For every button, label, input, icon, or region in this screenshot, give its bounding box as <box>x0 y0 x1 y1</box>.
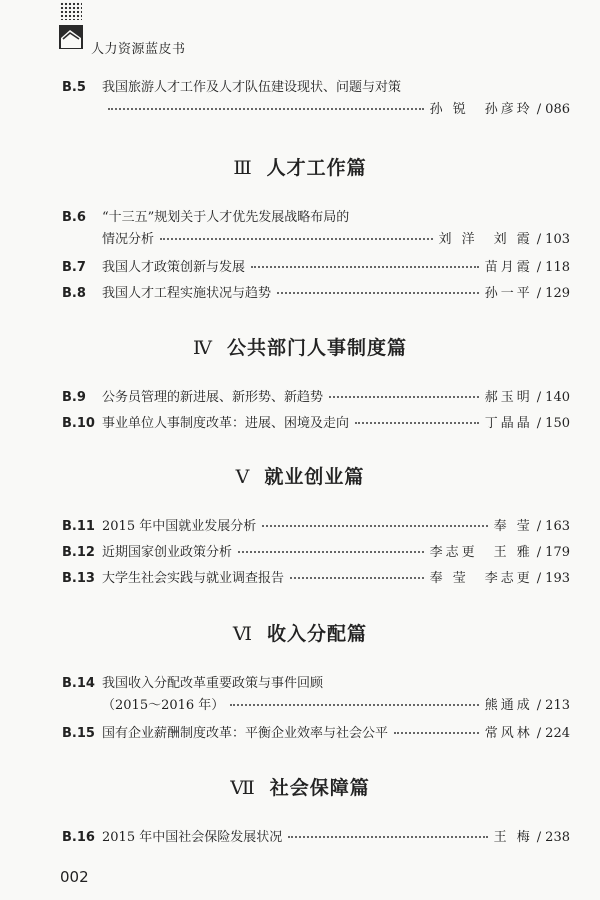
entry-code: B.14 <box>62 676 95 691</box>
entry-title: 我国人才政策创新与发展 <box>102 260 246 275</box>
dot-leader <box>277 292 479 294</box>
entry-authors: 王 梅 <box>493 830 533 845</box>
entry-title: 我国收入分配改革重要政策与事件回顾 <box>102 676 324 691</box>
section-heading <box>0 462 600 489</box>
dot-leader <box>288 836 487 838</box>
section-number: Ⅵ <box>232 623 254 645</box>
entry-title: 大学生社会实践与就业调查报告 <box>102 571 285 586</box>
section-number: Ⅳ <box>193 337 213 359</box>
section-title: 收入分配篇 <box>267 623 368 645</box>
dot-leader <box>329 396 479 398</box>
toc-entry[interactable]: B.15 国有企业薪酬制度改革：平衡企业效率与社会公平 常风林 / 224 <box>62 722 570 744</box>
entry-authors: 常风林 <box>484 726 533 741</box>
dot-leader <box>394 732 479 734</box>
entry-code: B.8 <box>62 286 86 301</box>
entry-authors: 孙一平 <box>484 286 533 301</box>
dot-leader <box>290 577 424 579</box>
entry-page: 163 <box>545 519 570 534</box>
entry-code: B.5 <box>62 80 86 95</box>
entry-title: 事业单位人事制度改革：进展、困境及走向 <box>102 416 350 431</box>
toc-entry[interactable]: B.11 2015 年中国就业发展分析 奉 莹 / 163 <box>62 515 570 537</box>
entry-authors: 刘 洋 刘 霞 <box>438 232 533 247</box>
dot-grid-icon <box>60 2 82 20</box>
entry-code: B.12 <box>62 545 95 560</box>
dot-leader <box>108 108 424 110</box>
entry-code: B.16 <box>62 830 95 845</box>
entry-code: B.11 <box>62 519 95 534</box>
entry-authors: 李志更 王 雅 <box>429 545 533 560</box>
section-title: 公共部门人事制度篇 <box>226 337 407 359</box>
toc-entry[interactable]: B.13 大学生社会实践与就业调查报告 奉 莹 李志更 / 193 <box>62 567 570 589</box>
entry-page: 224 <box>545 726 570 741</box>
entry-page: 129 <box>545 286 570 301</box>
section-heading <box>0 773 600 800</box>
toc-entry[interactable]: B.9 公务员管理的新进展、新形势、新趋势 郝玉明 / 140 <box>62 386 570 408</box>
toc-entry[interactable]: B.7 我国人才政策创新与发展 苗月霞 / 118 <box>62 256 570 278</box>
book-icon <box>58 24 84 50</box>
section-heading <box>0 153 600 180</box>
entry-authors: 奉 莹 <box>493 519 533 534</box>
entry-authors: 苗月霞 <box>484 260 533 275</box>
dot-leader <box>251 266 479 268</box>
entry-page: 118 <box>545 260 570 275</box>
section-number: Ⅴ <box>235 466 251 488</box>
entry-title: 2015 年中国社会保险发展状况 <box>102 830 283 845</box>
toc-entry[interactable]: B.8 我国人才工程实施状况与趋势 孙一平 / 129 <box>62 282 570 304</box>
entry-page: 140 <box>545 390 570 405</box>
entry-code: B.7 <box>62 260 86 275</box>
dot-leader <box>238 551 424 553</box>
section-heading <box>0 333 600 360</box>
entry-page: 103 <box>545 232 570 247</box>
entry-title: “十三五”规划关于人才优先发展战略布局的 <box>102 210 350 225</box>
dot-leader <box>160 238 433 240</box>
section-number: Ⅲ <box>233 157 253 179</box>
entry-title: 公务员管理的新进展、新形势、新趋势 <box>102 390 324 405</box>
entry-code: B.9 <box>62 390 86 405</box>
entry-title-continued: 情况分析 <box>102 232 155 247</box>
entry-title: 我国旅游人才工作及人才队伍建设现状、问题与对策 <box>102 80 402 95</box>
entry-page: 238 <box>545 830 570 845</box>
entry-authors: 熊通成 <box>484 698 533 713</box>
entry-code: B.15 <box>62 726 95 741</box>
dot-leader <box>355 422 479 424</box>
entry-title: 近期国家创业政策分析 <box>102 545 233 560</box>
dot-leader <box>230 704 478 706</box>
page-header <box>58 0 358 62</box>
series-title: 人力资源蓝皮书 <box>91 42 186 57</box>
toc-entry[interactable]: B.12 近期国家创业政策分析 李志更 王 雅 / 179 <box>62 541 570 563</box>
entry-authors: 郝玉明 <box>484 390 533 405</box>
entry-title: 2015 年中国就业发展分析 <box>102 519 257 534</box>
toc-entry[interactable]: B.5 我国旅游人才工作及人才队伍建设现状、问题与对策 孙 锐 孙彦玲 / 086 <box>62 76 570 120</box>
section-title: 社会保障篇 <box>269 777 370 799</box>
section-title: 就业创业篇 <box>264 466 365 488</box>
entry-code: B.13 <box>62 571 95 586</box>
toc-entry[interactable]: B.10 事业单位人事制度改革：进展、困境及走向 丁晶晶 / 150 <box>62 412 570 434</box>
section-number: Ⅶ <box>230 777 256 799</box>
page-number: 002 <box>60 868 89 886</box>
entry-authors: 孙 锐 孙彦玲 <box>429 102 533 117</box>
series-logo <box>58 0 84 60</box>
entry-page: 213 <box>545 698 570 713</box>
entry-title: 我国人才工程实施状况与趋势 <box>102 286 272 301</box>
entry-authors: 奉 莹 李志更 <box>429 571 533 586</box>
entry-authors: 丁晶晶 <box>484 416 533 431</box>
entry-page: 193 <box>545 571 570 586</box>
entry-code: B.10 <box>62 416 95 431</box>
entry-page: 179 <box>545 545 570 560</box>
entry-page: 086 <box>545 102 570 117</box>
entry-page: 150 <box>545 416 570 431</box>
entry-title: 国有企业薪酬制度改革：平衡企业效率与社会公平 <box>102 726 389 741</box>
section-heading <box>0 619 600 646</box>
entry-code: B.6 <box>62 210 86 225</box>
toc-entry[interactable]: B.6 “十三五”规划关于人才优先发展战略布局的 情况分析 刘 洋 刘 霞 / 103 <box>62 206 570 250</box>
toc-entry[interactable]: B.14 我国收入分配改革重要政策与事件回顾 （2015～2016 年） 熊通成 / 213 <box>62 672 570 716</box>
toc-entry[interactable]: B.16 2015 年中国社会保险发展状况 王 梅 / 238 <box>62 826 570 848</box>
section-title: 人才工作篇 <box>266 157 367 179</box>
entry-title-continued: （2015～2016 年） <box>102 698 225 713</box>
dot-leader <box>262 525 487 527</box>
